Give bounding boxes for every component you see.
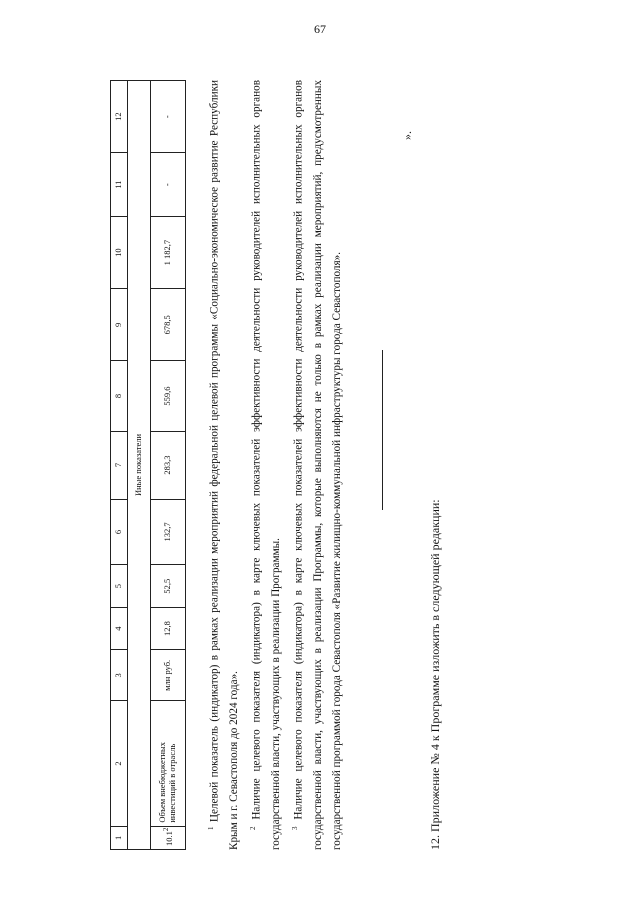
value-cell: 559,6 xyxy=(151,361,186,431)
table-header-cell: 8 xyxy=(111,361,128,431)
table-header-cell: 4 xyxy=(111,607,128,649)
table-header-cell: 9 xyxy=(111,289,128,361)
footnote: $^1$ Целевой показатель (индикатор) в рамках реализации мероприятий федеральной целевой программы «Социально-экономическое развитие Республики Крым и г. Севастополя до 2024 года». xyxy=(207,80,240,850)
value-cell: 12,8 xyxy=(151,607,186,649)
table-header-cell: 2 xyxy=(111,701,128,826)
footnote: $^3$ Наличие целевого показателя (индикатора) в карте ключевых показателей эффективности деятельности руководителей исполнительных органов государственной власти, участвующих в реализации Программы, которые выполняются не только в рамках реализации мероприятий, предусмотренных государственной программой города Севастополя «Развитие жилищно-коммунальной инфраструктуры города Севастополя». xyxy=(291,80,344,850)
row-number: 10.1$^2$ xyxy=(151,826,186,849)
table-header-cell: 5 xyxy=(111,565,128,607)
footnote: $^2$ Наличие целевого показателя (индикатора) в карте ключевых показателей эффективности деятельности руководителей исполнительных органов государственной власти, участвующих в реализации Программы. xyxy=(249,80,283,850)
table-row xyxy=(151,81,186,850)
unit-cell: млн руб. xyxy=(151,650,186,701)
table-header-cell: 6 xyxy=(111,499,128,565)
page-number: 67 xyxy=(314,22,326,36)
footnotes xyxy=(202,80,348,850)
table-header-row xyxy=(111,81,128,850)
separator-line xyxy=(382,350,383,510)
table-header-cell: 11 xyxy=(111,153,128,217)
table-header-cell: 1 xyxy=(111,826,128,849)
indicator-name: Объем внебюджетных инвестиций в отрасль xyxy=(151,701,186,826)
section-title: Иные показатели xyxy=(128,81,151,850)
value-cell: 1 182,7 xyxy=(151,217,186,289)
value-cell: 678,5 xyxy=(151,289,186,361)
amendment-instruction: 12. Приложение № 4 к Программе изложить в следующей редакции: xyxy=(428,499,442,850)
value-cell: - xyxy=(151,153,186,217)
indicators-table xyxy=(110,80,186,850)
table-header-cell: 12 xyxy=(111,81,128,153)
table-section-row xyxy=(128,81,151,850)
rotated-page-content xyxy=(110,80,510,850)
value-cell: 132,7 xyxy=(151,499,186,565)
value-cell: - xyxy=(151,81,186,153)
table-header-cell: 10 xyxy=(111,217,128,289)
value-cell: 52,5 xyxy=(151,565,186,607)
table-header-cell: 3 xyxy=(111,650,128,701)
value-cell: 283,3 xyxy=(151,431,186,499)
table-header-cell: 7 xyxy=(111,431,128,499)
closing-quote: ». xyxy=(400,131,414,140)
